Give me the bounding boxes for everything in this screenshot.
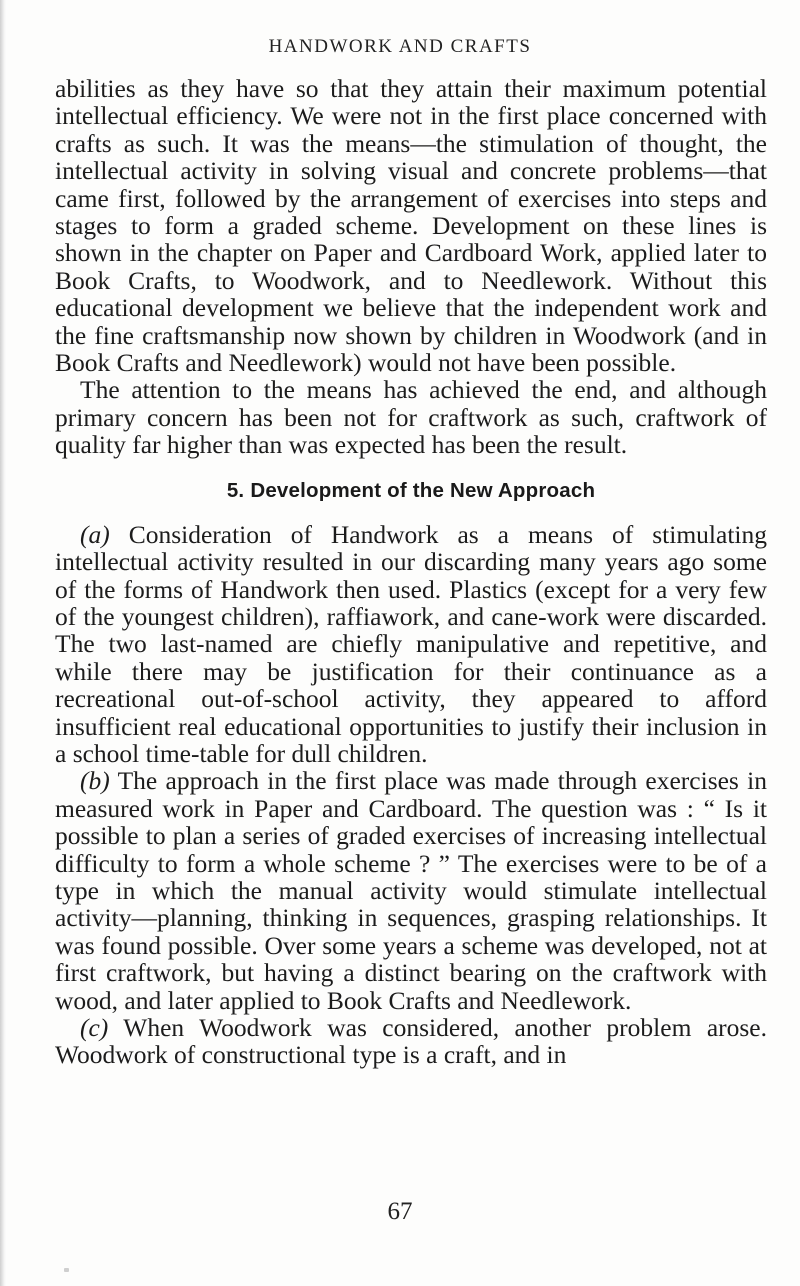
paragraph-b-label: (b)	[80, 766, 110, 796]
paragraph-b	[55, 767, 767, 1014]
page-edge-shadow	[0, 0, 6, 1286]
section-number: 5.	[226, 478, 245, 502]
paragraph-b-text: The approach in the first place was made through exercises in measured work in Paper and Cardboard. The question was : “ Is it possible to plan a series of graded exercises of increasing intellectual difficulty to form a whole scheme ? ” The exercises were to be of a type in which the manual activity would stimulate intellectual activity—planning, thinking in sequences, grasping relationships. It was found possible. Over some years a scheme was developed, not at first craftwork, but having a distinct bearing on the craftwork with wood, and later applied to Book Crafts and Needlework.	[55, 766, 767, 1015]
body-text	[55, 75, 767, 1069]
section-title: Development of the New Approach	[250, 478, 596, 502]
paragraph-c-text: When Woodwork was considered, another problem arose. Woodwork of constructional type is a craft, and in	[55, 1013, 767, 1070]
page-number: 67	[387, 1198, 413, 1225]
scan-speck	[64, 1268, 69, 1272]
paragraph-a-text: Consideration of Handwork as a means of stimulating intellectual activity resulted in our discarding many years ago some of the forms of Handwork then used. Plastics (except for a very few of the youngest children), raffiawork, and cane-work were discarded. The two last-named are chiefly manipulative and repetitive, and while there may be justification for their continuance as a recreational out-of-school activity, they appeared to afford insufficient real educational opportunities to justify their inclusion in a school time-table for dull children.	[55, 519, 767, 768]
paragraph-c-label: (c)	[80, 1013, 109, 1042]
paragraph-continuation: abilities as they have so that they attain their maximum potential intellectual efficiency. We were not in the first place concerned with crafts as such. It was the means—the stimulation of thought, the intellectual activity in solving visual and concrete problems—that came first, followed by the arrangement of exercises into steps and stages to form a graded scheme. Development on these lines is shown in the chapter on Paper and Cardboard Work, applied later to Book Crafts, to Woodwork, and to Needlework. Without this educational development we believe that the independent work and the fine craftsmanship now shown by children in Woodwork (and in Book Crafts and Needlework) would not have been possible.	[55, 74, 767, 378]
section-heading	[55, 479, 767, 503]
paragraph-a	[55, 521, 767, 768]
paragraph-c	[55, 1014, 767, 1069]
paragraph-attention-means: The attention to the means has achieved the end, and although primary concern has been not for craftwork as such, craftwork of quality far higher than was expected has been the result.	[55, 375, 767, 460]
running-head: HANDWORK AND CRAFTS	[268, 36, 532, 57]
paragraph-a-label: (a)	[80, 519, 110, 549]
